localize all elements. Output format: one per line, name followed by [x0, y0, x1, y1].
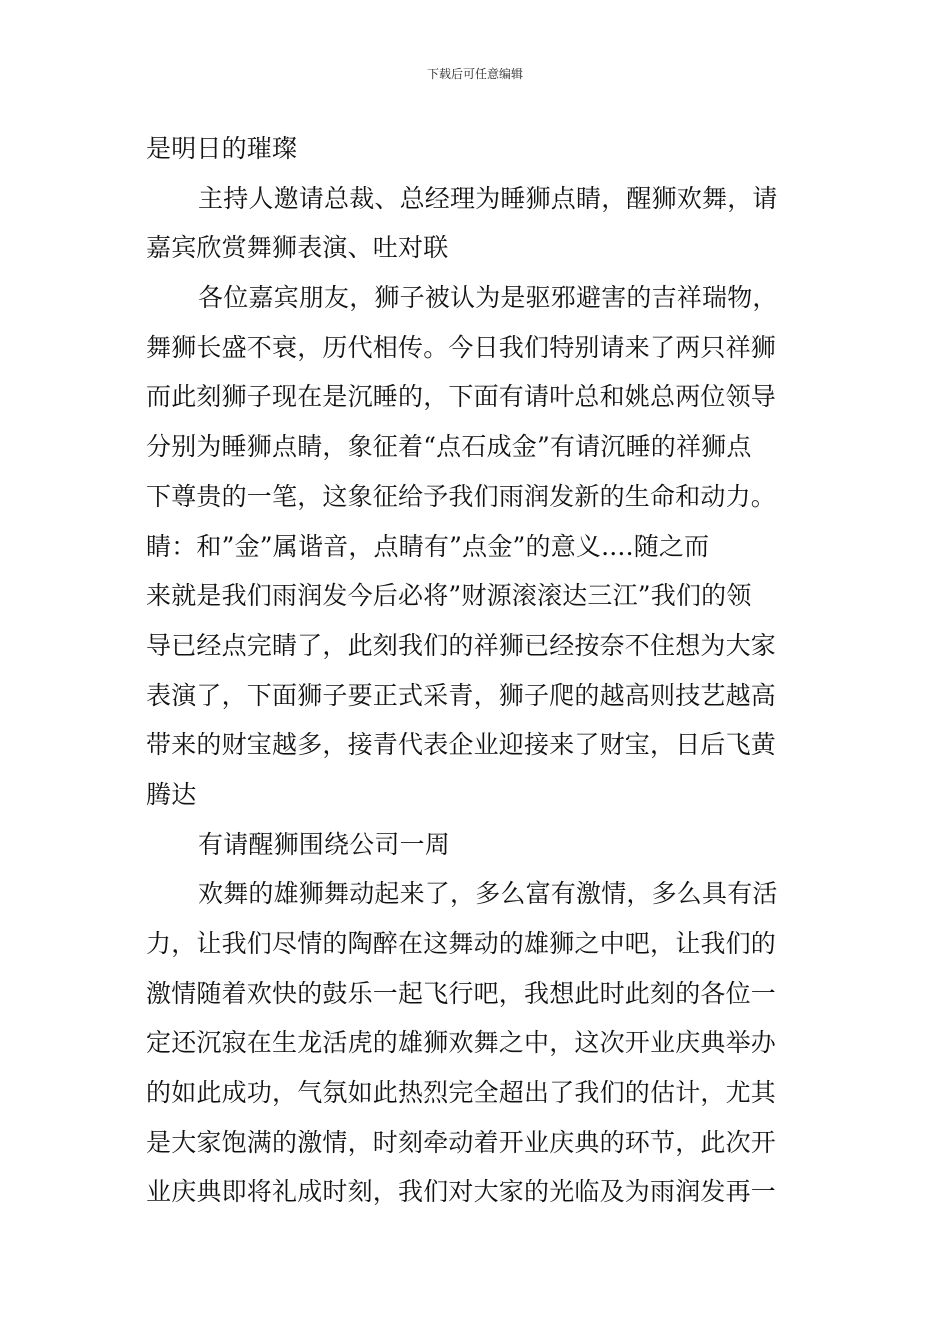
- text-line: 而此刻狮子现在是沉睡的，下面有请叶总和姚总两位领导: [146, 382, 777, 412]
- text-line: 下尊贵的一笔，这象征给予我们雨润发新的生命和动力。: [146, 481, 777, 511]
- text-line: 带来的财宝越多，接青代表企业迎接来了财宝，日后飞黄: [146, 730, 777, 760]
- text-line: 力，让我们尽情的陶醉在这舞动的雄狮之中吧，让我们的: [146, 929, 777, 958]
- text-line: 舞狮长盛不衰，历代相传。今日我们特别请来了两只祥狮: [146, 332, 777, 362]
- text-line: 睛：和”金”属谐音，点睛有”点金”的意义....随之而: [146, 531, 710, 561]
- page-header: 下载后可任意编辑: [426, 67, 523, 81]
- text-line: 是大家饱满的激情，时刻牵动着开业庆典的环节，此次开: [146, 1127, 777, 1157]
- text-line: 业庆典即将礼成时刻，我们对大家的光临及为雨润发再一: [146, 1177, 777, 1207]
- text-line: 分别为睡狮点睛，象征着“点石成金”有请沉睡的祥狮点: [146, 432, 752, 462]
- text-line: 腾达: [146, 779, 197, 809]
- text-line: 的如此成功，气氛如此热烈完全超出了我们的估计，尤其: [146, 1078, 777, 1108]
- text-line: 定还沉寂在生龙活虎的雄狮欢舞之中，这次开业庆典举办: [146, 1028, 777, 1058]
- text-line: 表演了，下面狮子要正式采青，狮子爬的越高则技艺越高: [146, 680, 777, 710]
- text-line: 主持人邀请总裁、总经理为睡狮点睛，醒狮欢舞，请: [198, 183, 778, 213]
- text-line: 欢舞的雄狮舞动起来了，多么富有激情，多么具有活: [198, 879, 778, 909]
- text-line: 是明日的璀璨: [146, 134, 298, 163]
- document-body: [146, 124, 808, 1217]
- text-line: 嘉宾欣赏舞狮表演、吐对联: [146, 233, 449, 263]
- text-line: 导已经点完睛了，此刻我们的祥狮已经按奈不住想为大家: [146, 630, 777, 660]
- text-line: 各位嘉宾朋友，狮子被认为是驱邪避害的吉祥瑞物，: [198, 283, 778, 313]
- text-line: 有请醒狮围绕公司一周: [198, 829, 451, 859]
- text-line: 来就是我们雨润发今后必将”财源滚滚达三江”我们的领: [146, 581, 752, 611]
- text-line: 激情随着欢快的鼓乐一起飞行吧，我想此时此刻的各位一: [146, 978, 777, 1008]
